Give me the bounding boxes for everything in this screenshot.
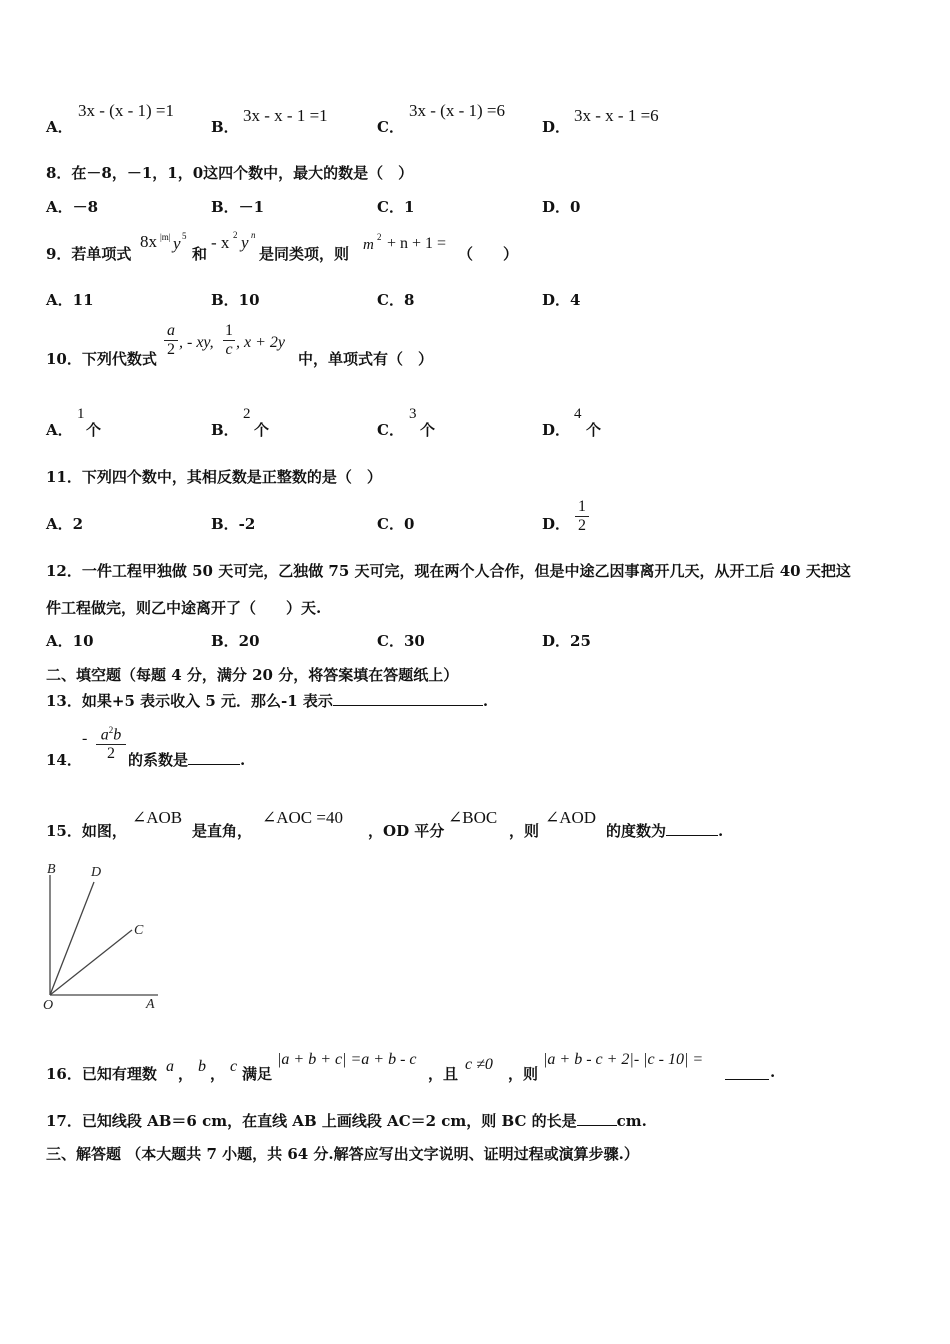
- q13-stem: [46, 690, 488, 711]
- q15-angle-aob: ∠AOB: [132, 808, 183, 827]
- q15-end: .: [718, 822, 724, 840]
- q10-option-c-label: C．: [377, 421, 404, 439]
- q7-option-a-math: 3x - (x - 1) =1: [78, 101, 174, 120]
- q10-stem-b: 中，单项式有（ ）: [298, 350, 434, 368]
- section-2-heading: 二、填空题（每题 4 分，满分 20 分，将答案填在答题纸上）: [46, 666, 459, 684]
- label-c: C: [134, 923, 144, 938]
- q7-option-a-label: A．: [46, 118, 73, 136]
- q11-option-b: B．-2: [211, 515, 256, 533]
- q14-minus: -: [82, 730, 88, 747]
- q13-text: 13．如果+5 表示收入 5 元．那么-1 表示: [46, 692, 333, 710]
- q10-fraction-1-over-c: [223, 322, 235, 359]
- q16-answer-blank[interactable]: [725, 1063, 769, 1080]
- q10-option-b-label: B．: [211, 421, 239, 439]
- q10-option-d-unit: 个: [586, 421, 602, 439]
- q8-option-d: D．0: [542, 198, 581, 216]
- q7-option-c-label: C．: [377, 118, 404, 136]
- q8-option-b: B．－1: [211, 198, 265, 216]
- q16-sep2: ，: [210, 1065, 226, 1083]
- q12-option-d: D．25: [542, 632, 591, 650]
- q16-var-a: a: [166, 1058, 174, 1075]
- q9-term1: 8x: [140, 232, 157, 251]
- q9-term2: - x: [211, 233, 230, 252]
- q10-option-a-num: 1: [77, 406, 85, 422]
- q10-fraction-a-over-2: [164, 322, 178, 359]
- q10-option-a-label: A．: [46, 421, 73, 439]
- fraction-bar: 2: [575, 516, 589, 535]
- q15-t4: 的度数为: [606, 822, 667, 840]
- q9-term2-y: y: [241, 233, 249, 252]
- q7-option-b-math: 3x - x - 1 =1: [243, 106, 328, 125]
- q15-t1: 是直角，: [192, 822, 253, 840]
- q10-stem-a: 10．下列代数式: [46, 350, 157, 368]
- q9-stem-d: （ ）: [458, 245, 519, 263]
- q7-option-d-label: D．: [542, 118, 571, 136]
- fraction-bar: 2: [96, 744, 126, 763]
- q10-option-b-num: 2: [243, 406, 251, 422]
- section-3-heading: 三、解答题 （本大题共 7 小题，共 64 分.解答应写出文字说明、证明过程或演算步骤.）: [46, 1145, 639, 1163]
- q10-option-d-num: 4: [574, 406, 582, 422]
- q16-var-b: b: [198, 1058, 206, 1075]
- q16-expression: |a + b - c + 2|- |c - 10| =: [543, 1051, 704, 1068]
- q8-option-c: C．1: [377, 198, 415, 216]
- q10-option-b-unit: 个: [254, 421, 270, 439]
- q17-stem: [46, 1110, 647, 1131]
- q15-t3: ，则: [509, 822, 540, 840]
- q10-frac1-num: a: [167, 322, 175, 339]
- q10-option-a-unit: 个: [86, 421, 102, 439]
- q9-term1-sup-m: |m|: [160, 232, 171, 242]
- q14-num-b: b: [113, 726, 122, 744]
- q11-option-d-label: D．: [542, 515, 571, 533]
- q9-option-b: B．10: [211, 291, 260, 309]
- q7-option-d-math: 3x - x - 1 =6: [574, 106, 659, 125]
- q16-label: 16．已知有理数: [46, 1065, 157, 1083]
- q7-option-c-math: 3x - (x - 1) =6: [409, 101, 505, 120]
- q14-num-sup: 2: [108, 725, 114, 735]
- q17-text: 17．已知线段 AB＝6 cm，在直线 AB 上画线段 AC＝2 cm，则 BC 的长是: [46, 1112, 577, 1130]
- q9-stem-c: 是同类项，则: [259, 245, 350, 263]
- fraction-bar: c: [223, 340, 235, 359]
- fraction-bar: 2: [164, 340, 178, 359]
- q13-answer-blank[interactable]: [333, 705, 483, 706]
- q15-angle-aod: ∠AOD: [545, 808, 597, 827]
- q14-fraction: [96, 725, 126, 763]
- q9-expr-rest: + n + 1 =: [387, 235, 447, 252]
- q14-text: 的系数是: [128, 751, 189, 769]
- q11-d-num: 1: [578, 498, 586, 515]
- q8-stem: 8．在－8，－1，1，0这四个数中，最大的数是（ ）: [46, 164, 414, 182]
- label-b: B: [47, 862, 56, 877]
- q13-end: .: [482, 692, 489, 710]
- q14-stem: [128, 749, 245, 770]
- q17-end: cm.: [616, 1112, 647, 1130]
- q16-end: .: [770, 1063, 776, 1081]
- q12-option-c: C．30: [377, 632, 425, 650]
- q10-option-c-num: 3: [409, 406, 417, 422]
- q11-option-a: A．2: [46, 515, 84, 533]
- q9-option-a: A．11: [46, 291, 94, 309]
- q14-label: 14．: [46, 751, 82, 769]
- q12-stem-line2: 件工程做完，则乙中途离开了（ ）天.: [46, 599, 322, 617]
- q14-end: .: [240, 751, 246, 769]
- q14-answer-blank[interactable]: [188, 764, 240, 765]
- q16-t2: ，且: [428, 1065, 459, 1083]
- q12-stem-line1: 12．一件工程甲独做 50 天可完，乙独做 75 天可完，现在两个人合作，但是中途乙因事离开几天，从开工后 40 天把这: [46, 562, 851, 580]
- q14-num-a: a: [100, 726, 109, 744]
- q9-term2-sup2: 2: [233, 230, 238, 240]
- q9-stem-b: 和: [192, 245, 208, 263]
- q7-option-b-label: B．: [211, 118, 239, 136]
- q16-var-c: c: [230, 1058, 238, 1075]
- q9-term2-supn: n: [251, 230, 256, 240]
- q16-c-nonzero: c ≠0: [465, 1056, 493, 1073]
- q17-answer-blank[interactable]: [577, 1125, 617, 1126]
- q10-option-c-unit: 个: [420, 421, 436, 439]
- label-d: D: [91, 865, 102, 880]
- q10-tail: , x + 2y: [236, 334, 285, 351]
- q10-mid: , - xy,: [179, 334, 214, 351]
- q9-term1-y: y: [173, 234, 181, 253]
- q11-option-c: C．0: [377, 515, 415, 533]
- label-o: O: [43, 998, 54, 1013]
- q16-sep1: ，: [178, 1065, 194, 1083]
- q9-stem-a: 9．若单项式: [46, 245, 132, 263]
- q15-answer-blank[interactable]: [666, 835, 718, 836]
- q15-angle-aoc: ∠AOC =40: [262, 808, 343, 827]
- q12-option-a: A．10: [46, 632, 94, 650]
- q16-t1: 满足: [242, 1065, 273, 1083]
- q16-t3: ，则: [508, 1065, 539, 1083]
- q9-expr-m: m: [363, 237, 374, 253]
- q9-term1-sup-5: 5: [182, 231, 187, 241]
- q11-stem: 11．下列四个数中，其相反数是正整数的是（ ）: [46, 468, 382, 486]
- q15-angle-boc: ∠BOC: [448, 808, 498, 827]
- angle-figure: [40, 858, 170, 1014]
- q9-option-c: C．8: [377, 291, 415, 309]
- q15-t2: ，OD 平分: [368, 822, 445, 840]
- q10-option-d-label: D．: [542, 421, 571, 439]
- q9-option-d: D．4: [542, 291, 581, 309]
- q11-option-d-fraction: [575, 498, 589, 535]
- q9-expr-sup: 2: [377, 232, 382, 242]
- q10-frac2-num: 1: [225, 322, 233, 339]
- q14-numerator: [96, 725, 126, 744]
- q8-option-a: A．－8: [46, 198, 99, 216]
- q16-condition: |a + b + c| =a + b - c: [277, 1051, 417, 1068]
- q15-stem-end: [606, 820, 723, 841]
- q15-label: 15．如图，: [46, 822, 127, 840]
- label-a: A: [146, 997, 155, 1012]
- q12-option-b: B．20: [211, 632, 260, 650]
